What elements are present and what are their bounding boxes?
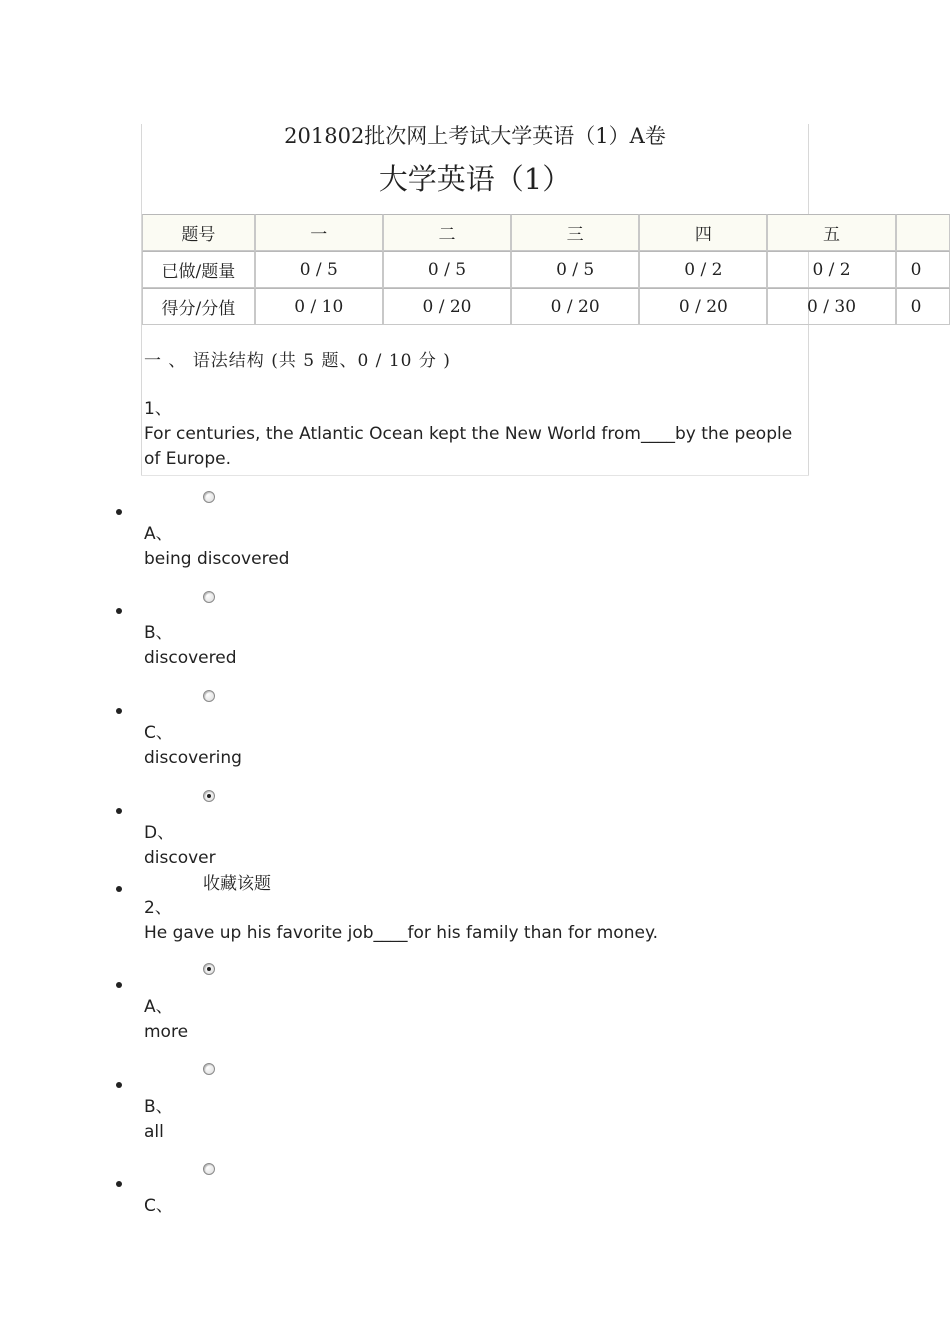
- course-title: 大学英语（1）: [378, 162, 572, 196]
- option-c-radio[interactable]: [203, 690, 215, 702]
- list-bullet: [116, 886, 122, 892]
- table-cell: 0: [896, 251, 950, 288]
- table-cell: 0 / 20: [639, 288, 767, 325]
- option-text: all: [144, 1122, 164, 1142]
- table-cell: 0: [896, 288, 950, 325]
- favorite-question-link[interactable]: 收藏该题: [203, 874, 271, 894]
- option-letter: D、: [144, 823, 175, 843]
- option-letter: A、: [144, 524, 173, 544]
- table-cell: 三: [511, 214, 639, 251]
- table-cell: 已做/题量: [142, 251, 255, 288]
- option-a-radio[interactable]: [203, 963, 215, 975]
- table-cell: 0 / 30: [767, 288, 895, 325]
- table-cell: 0 / 2: [767, 251, 895, 288]
- option-letter: C、: [144, 1196, 173, 1216]
- option-letter: C、: [144, 723, 173, 743]
- list-bullet: [116, 982, 122, 988]
- question-text: He gave up his favorite job____for his family than for money.: [144, 923, 658, 943]
- table-header-row: [142, 214, 950, 251]
- table-cell: 一: [255, 214, 383, 251]
- list-bullet: [116, 708, 122, 714]
- table-cell: [896, 214, 950, 251]
- score-summary-table: [142, 214, 950, 325]
- option-letter: A、: [144, 997, 173, 1017]
- table-cell: 得分/分值: [142, 288, 255, 325]
- table-cell: 0 / 5: [383, 251, 511, 288]
- list-bullet: [116, 1181, 122, 1187]
- section-title: 一 、 语法结构 (共 5 题、0 / 10 分 ): [144, 351, 451, 371]
- option-b-radio[interactable]: [203, 1063, 215, 1075]
- option-text: discovered: [144, 648, 237, 668]
- option-letter: B、: [144, 623, 173, 643]
- table-cell: 五: [767, 214, 895, 251]
- table-cell: 0 / 10: [255, 288, 383, 325]
- question-number: 1、: [144, 399, 172, 419]
- table-cell: 四: [639, 214, 767, 251]
- table-cell: 0 / 5: [511, 251, 639, 288]
- list-bullet: [116, 808, 122, 814]
- content-frame-bottom-border: [141, 475, 809, 476]
- option-c-radio[interactable]: [203, 1163, 215, 1175]
- table-row-done: [142, 251, 950, 288]
- option-d-radio[interactable]: [203, 790, 215, 802]
- table-cell: 0 / 20: [511, 288, 639, 325]
- option-text: being discovered: [144, 549, 290, 569]
- table-cell: 题号: [142, 214, 255, 251]
- list-bullet: [116, 1082, 122, 1088]
- list-bullet: [116, 608, 122, 614]
- option-b-radio[interactable]: [203, 591, 215, 603]
- table-cell: 二: [383, 214, 511, 251]
- table-cell: 0 / 2: [639, 251, 767, 288]
- option-text: more: [144, 1022, 189, 1042]
- question-number: 2、: [144, 898, 172, 918]
- option-text: discovering: [144, 748, 242, 768]
- option-letter: B、: [144, 1097, 173, 1117]
- option-a-radio[interactable]: [203, 491, 215, 503]
- option-text: discover: [144, 848, 216, 868]
- list-bullet: [116, 509, 122, 515]
- table-cell: 0 / 5: [255, 251, 383, 288]
- exam-title: 201802批次网上考试大学英语（1）A卷: [284, 124, 666, 148]
- table-cell: 0 / 20: [383, 288, 511, 325]
- table-row-score: [142, 288, 950, 325]
- question-text: For centuries, the Atlantic Ocean kept the New World from____by the people of Europe.: [144, 424, 793, 469]
